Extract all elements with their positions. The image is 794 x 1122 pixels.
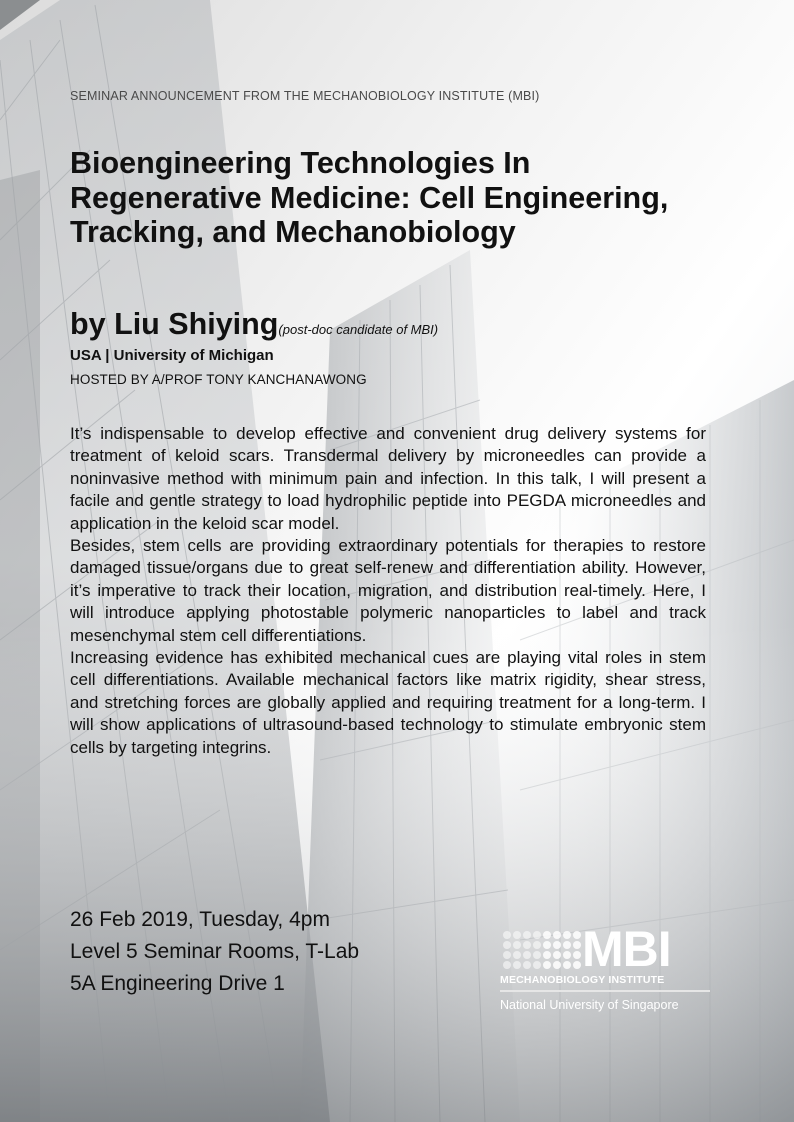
event-details xyxy=(70,904,359,1000)
seminar-title: Bioengineering Technologies In Regenerative Medicine: Cell Engineering, Tracking, and Mechanobiology xyxy=(70,146,669,249)
logo-divider xyxy=(500,990,710,992)
announcement-header: SEMINAR ANNOUNCEMENT FROM THE MECHANOBIOLOGY INSTITUTE (MBI) xyxy=(70,89,540,103)
host-line: HOSTED BY A/PROF TONY KANCHANAWONG xyxy=(70,372,367,387)
logo-acronym: MBI xyxy=(582,921,671,977)
speaker-line xyxy=(70,307,438,342)
speaker-role: (post-doc candidate of MBI) xyxy=(278,322,439,337)
abstract-paragraph: Besides, stem cells are providing extraordinary potentials for therapies to restore damaged tissue/organs due to great self-renew and differentiation ability. However, it’s imperative to track their location, migration, and distribution real-timely. Here, I will introduce applying photostable polymeric nanoparticles to label and track mesenchymal stem cell differentiations. xyxy=(70,536,706,645)
abstract xyxy=(70,423,706,759)
speaker-affiliation: USA | University of Michigan xyxy=(70,347,274,364)
logo-full-name: MECHANOBIOLOGY INSTITUTE xyxy=(500,974,665,986)
event-datetime: 26 Feb 2019, Tuesday, 4pm xyxy=(70,908,330,931)
logo-university: National University of Singapore xyxy=(500,998,679,1012)
abstract-paragraph: It’s indispensable to develop effective and convenient drug delivery systems for treatment of keloid scars. Transdermal delivery by microneedles can provide a noninvasive method with minimum pain and infection. In this talk, I will present a facile and gentle strategy to load hydrophilic peptide into PEGDA microneedles and application in the keloid scar model. xyxy=(70,424,706,533)
abstract-paragraph: Increasing evidence has exhibited mechanical cues are playing vital roles in stem cell differentiations. Available mechanical factors like matrix rigidity, shear stress, and stretching forces are globally applied and requiring treatment for a long-term. I will show applications of ultrasound-based technology to stimulate embryonic stem cells by targeting integrins. xyxy=(70,648,706,757)
speaker-name: by Liu Shiying xyxy=(70,307,279,341)
mbi-logo xyxy=(500,921,710,1018)
logo-dots-icon xyxy=(502,930,586,970)
event-address: 5A Engineering Drive 1 xyxy=(70,972,285,995)
event-venue: Level 5 Seminar Rooms, T-Lab xyxy=(70,940,360,963)
